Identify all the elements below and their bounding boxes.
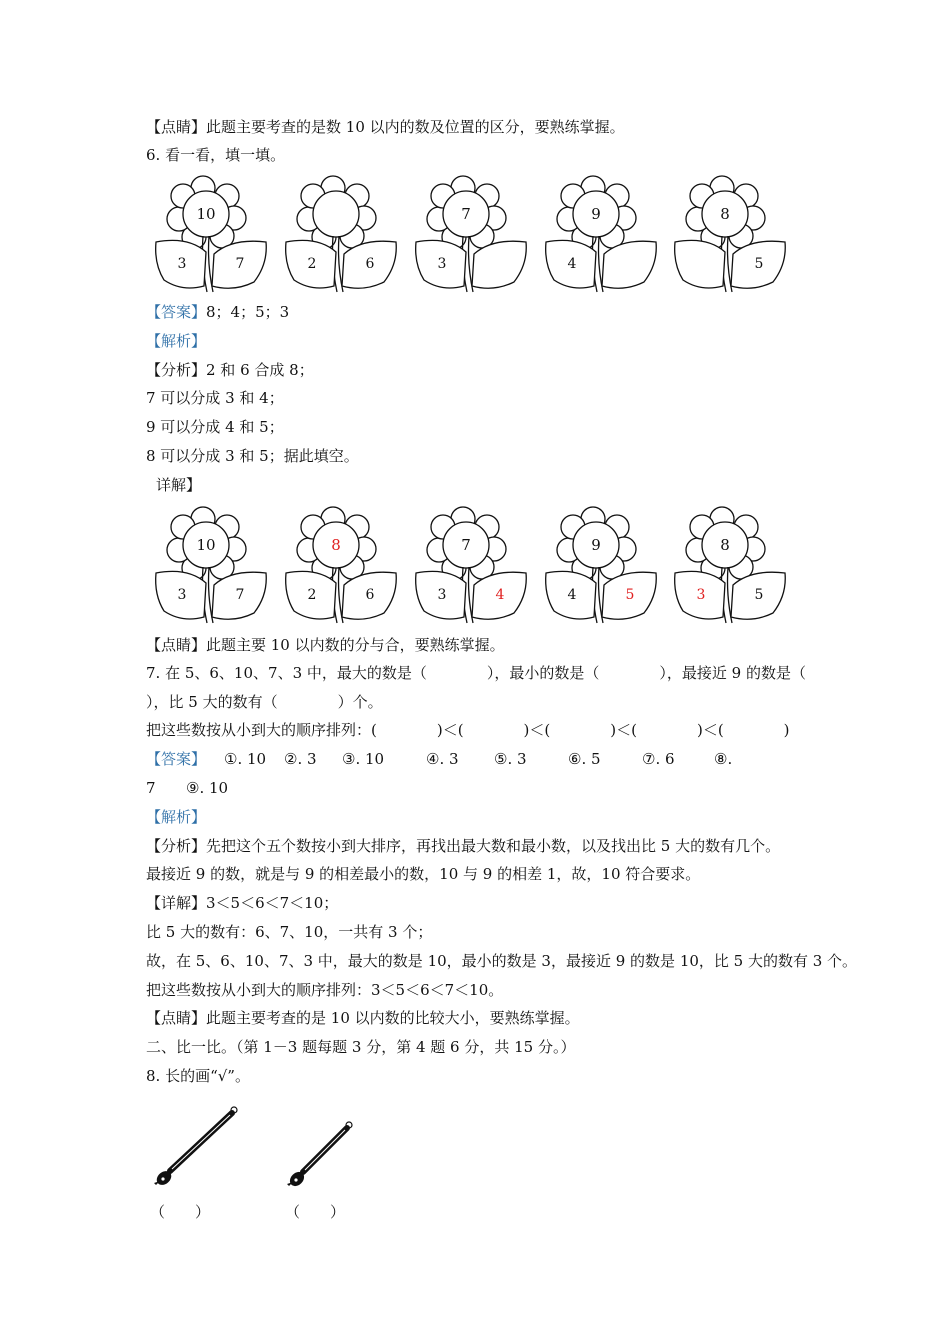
question-flower-5-top-number: 8: [720, 205, 730, 223]
solution-flower-3: [412, 505, 530, 627]
solution-flower-5-top-number: 8: [720, 536, 730, 554]
solution-flower-5-left-number: 3: [696, 587, 706, 603]
question-flower-4: [542, 174, 660, 296]
q7-detail-1: 【详解】3＜5＜6＜7＜10；: [146, 894, 339, 912]
q7-answer-7: ⑦. 6: [642, 750, 675, 768]
solution-flower-4-left-number: 4: [567, 587, 577, 603]
q7-detail-3: 故，在 5、6、10、7、3 中，最大的数是 10，最小的数是 3，最接近 9 的数是 10，比 5 大的数有 3 个。: [146, 952, 858, 970]
q7-line-1: 7. 在 5、6、10、7、3 中，最大的数是（ ），最小的数是（ ），最接近 9 的数是（: [146, 664, 806, 682]
q7-answer-5: ⑤. 3: [494, 750, 527, 768]
q6-answer: 【答案】8；4；5；3: [146, 303, 290, 321]
solution-flower-2-top-number: 8: [331, 536, 341, 554]
q6-analysis-3: 9 可以分成 4 和 5；: [146, 418, 284, 436]
q6-analysis-2: 7 可以分成 3 和 4；: [146, 389, 284, 407]
section-2-title: 二、比一比。（第 1－3 题每题 3 分，第 4 题 6 分，共 15 分。）: [146, 1038, 576, 1056]
q6-jiexi: 【解析】: [146, 332, 207, 350]
q7-answer-8-value: 7: [146, 779, 156, 797]
short-brush-icon: [285, 1120, 355, 1194]
question-flower-3-top-number: 7: [461, 205, 471, 223]
q6-title: 6. 看一看，填一填。: [146, 146, 286, 164]
solution-flower-1-right-number: 7: [235, 587, 245, 603]
q7-jiexi: 【解析】: [146, 808, 207, 826]
solution-flower-4: [542, 505, 660, 627]
question-flower-1-left-number: 3: [177, 256, 187, 272]
q7-detail-2: 比 5 大的数有：6、7、10，一共有 3 个；: [146, 923, 433, 941]
q5-dianjing: 【点睛】此题主要考查的是数 10 以内的数及位置的区分，要熟练掌握。: [146, 118, 625, 136]
question-flower-5-right-number: 5: [754, 256, 764, 272]
solution-flower-3-right-number: 4: [495, 587, 505, 603]
q7-answer-tag: 【答案】: [146, 750, 207, 768]
q6-dianjing: 【点睛】此题主要 10 以内数的分与合，要熟练掌握。: [146, 636, 505, 654]
question-flower-3-left-number: 3: [437, 256, 447, 272]
q6-analysis-4: 8 可以分成 3 和 5；据此填空。: [146, 447, 359, 465]
question-flower-3: [412, 174, 530, 296]
q7-answer-3: ③. 10: [342, 750, 385, 768]
q7-answer-row: [146, 749, 732, 769]
solution-flower-1-top-number: 10: [196, 536, 216, 554]
question-flower-1: [152, 174, 270, 296]
q8-title: 8. 长的画“√”。: [146, 1067, 250, 1085]
solution-flower-1-left-number: 3: [177, 587, 187, 603]
q6-analysis-1: 【分析】2 和 6 合成 8；: [146, 361, 314, 379]
q7-answer-9: ⑨. 10: [186, 779, 229, 797]
q8-blank-long: （ ）: [150, 1203, 211, 1221]
question-flower-4-top-number: 9: [591, 205, 601, 223]
q8-blank-short: （ ）: [285, 1203, 346, 1221]
q7-answer-8: ⑧.: [714, 750, 733, 768]
solution-flower-1: [152, 505, 270, 627]
q7-line-3: 把这些数按从小到大的顺序排列：( )＜( )＜( )＜( )＜( ): [146, 721, 790, 739]
q7-answer-1: ①. 10: [224, 750, 267, 768]
long-brush-icon: [150, 1105, 240, 1193]
question-flower-4-left-number: 4: [567, 256, 577, 272]
question-flower-1-top-number: 10: [196, 205, 216, 223]
q7-answer-4: ④. 3: [426, 750, 459, 768]
q7-analysis-1: 【分析】先把这个五个数按小到大排序，再找出最大数和最小数，以及找出比 5 大的数有几个。: [146, 837, 781, 855]
q7-analysis-2: 最接近 9 的数，就是与 9 的相差最小的数，10 与 9 的相差 1，故，10 符合要求。: [146, 865, 701, 883]
solution-flower-3-top-number: 7: [461, 536, 471, 554]
q7-dianjing: 【点睛】此题主要考查的是 10 以内数的比较大小，要熟练掌握。: [146, 1009, 580, 1027]
solution-flower-5: [671, 505, 789, 627]
q7-answer-2: ②. 3: [284, 750, 317, 768]
question-flower-2-left-number: 2: [307, 256, 317, 272]
q7-detail-4: 把这些数按从小到大的顺序排列：3＜5＜6＜7＜10。: [146, 981, 504, 999]
solution-flower-4-top-number: 9: [591, 536, 601, 554]
solution-flower-2-right-number: 6: [365, 587, 375, 603]
solution-flower-5-right-number: 5: [754, 587, 764, 603]
question-flower-1-right-number: 7: [235, 256, 245, 272]
question-flower-2: [282, 174, 400, 296]
solution-flower-2: [282, 505, 400, 627]
solution-flower-4-right-number: 5: [625, 587, 635, 603]
q6-detail-tag: 详解】: [156, 476, 202, 494]
q7-answer-row-2: [146, 778, 228, 798]
q7-line-2: ），比 5 大的数有（ ）个。: [146, 693, 383, 711]
solution-flower-3-left-number: 3: [437, 587, 447, 603]
q7-answer-6: ⑥. 5: [568, 750, 601, 768]
question-flower-5: [671, 174, 789, 296]
question-flower-2-right-number: 6: [365, 256, 375, 272]
solution-flower-2-left-number: 2: [307, 587, 317, 603]
